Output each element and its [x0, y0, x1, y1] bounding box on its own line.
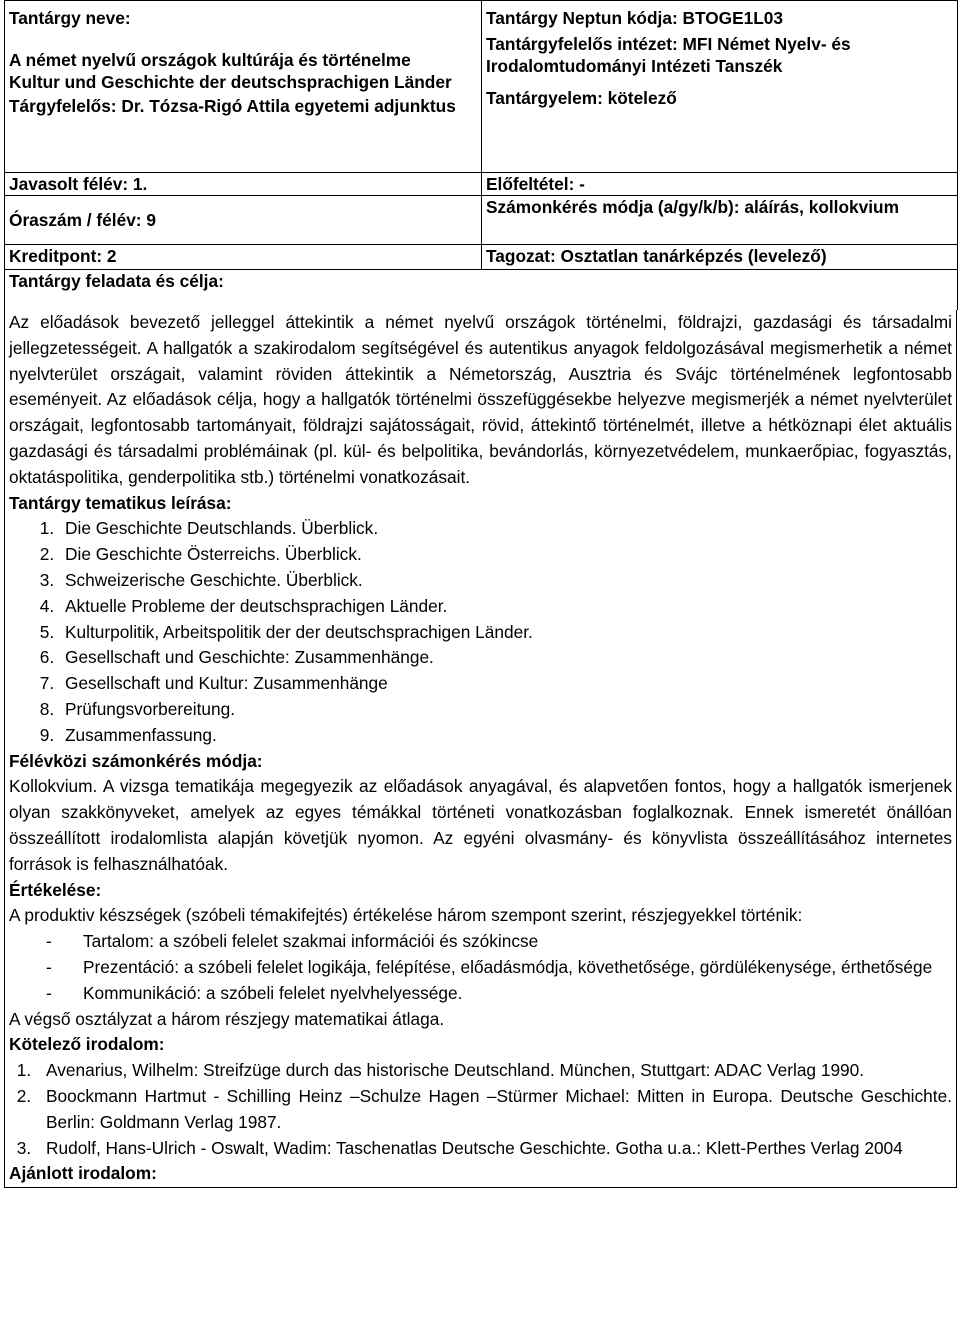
prerequisite: Előfeltétel: -	[486, 174, 585, 194]
topic-item: 3. Schweizerische Geschichte. Überblick.	[59, 568, 952, 594]
topic-item: 8. Prüfungsvorbereitung.	[59, 697, 952, 723]
evaluation-final: A végső osztályzat a három részjegy matematikai átlaga.	[9, 1008, 445, 1029]
responsible-person: Tárgyfelelős: Dr. Tózsa-Rigó Attila egyetemi adjunktus	[9, 96, 456, 116]
program-type: Tagozat: Osztatlan tanárképzés (levelező)	[486, 246, 827, 266]
semester-cell	[5, 173, 482, 196]
required-literature-list	[9, 1058, 952, 1161]
midterm-label: Félévközi számonkérés módja:	[9, 750, 263, 771]
goal-text: Az előadások bevezető jelleggel áttekintik a német nyelvű országok történelmi, földrajzi, gazdasági és társadalmi jellegzetességeit. A hallgatók a szakirodalom segítségével és autentikus anyagok feldolgozásával megismerhetik a német nyelvterület országait, valamint röviden áttekintik a Németország, Ausztria és Svájc történelmének legfontosabb eseményeit. Az előadások célja, hogy a hallgatók történelmi összefüggésekbe helyezve megismerjék a német nyelvterület országait, legfontosabb tartományait, földrajzi sajátosságait, rövid, áttekintő történelmét, illetve a hétköznapi élet aktuális gazdasági és társadalmi problémáinak (pl. kül- és belpolitika, bevándorlás, környezetvédelem, munkaerőpiac, fogyasztás, oktatáspolitika, genderpolitika stb.) történelmi vonatkozásait.	[9, 312, 952, 487]
required-literature-label: Kötelező irodalom:	[9, 1034, 165, 1055]
subject-name-label: Tantárgy neve:	[9, 8, 131, 28]
evaluation-intro: A produktiv készségek (szóbeli témakifejtés) értékelése három szempont szerint, részjegyekkel történik:	[9, 905, 803, 926]
hours-per-semester: Óraszám / félév: 9	[9, 210, 156, 230]
topics-list	[9, 516, 952, 748]
recommended-semester: Javasolt félév: 1.	[9, 174, 148, 194]
neptun-code: Tantárgy Neptun kódja: BTOGE1L03	[486, 8, 784, 28]
evaluation-label: Értékelése:	[9, 879, 102, 900]
literature-item: 2. Boockmann Hartmut - Schilling Heinz –Schulze Hagen –Stürmer Michael: Mitten in Europa. Deutsche Geschichte. Berlin: Goldmann Verlag 1987.	[36, 1084, 952, 1136]
midterm-text: Kollokvium. A vizsga tematikája megegyezik az előadások anyagával, és alapvetően fontos, hogy a hallgatók ismerjenek olyan szakkönyveket, amelyek az egyes témákkal történeti vonatkozásban foglalkoznak. Ennek ismeretét önállóan összeállított irodalomlista alapján követjük nyomon. Az egyéni olvasmány- és könyvlista összeállításához internetes források is felhasználhatóak.	[9, 776, 952, 874]
topic-item: 1. Die Geschichte Deutschlands. Überblick.	[59, 516, 952, 542]
topic-item: 2. Die Geschichte Österreichs. Überblick.	[59, 542, 952, 568]
evaluation-list	[9, 929, 952, 1006]
credits-cell	[5, 245, 482, 270]
course-body	[4, 310, 957, 1188]
topic-item: 9. Zusammenfassung.	[59, 723, 952, 749]
course-header-table	[4, 0, 958, 310]
evaluation-criterion: - Kommunikáció: a szóbeli felelet nyelvhelyessége.	[46, 981, 952, 1007]
evaluation-criterion: - Tartalom: a szóbeli felelet szakmai információi és szókincse	[46, 929, 952, 955]
recommended-literature-label: Ajánlott irodalom:	[9, 1163, 157, 1184]
goal-label: Tantárgy feladata és célja:	[9, 271, 224, 291]
topic-item: 4. Aktuelle Probleme der deutschsprachigen Länder.	[59, 594, 952, 620]
subject-name-cell	[5, 1, 482, 173]
assessment-method: Számonkérés módja (a/gy/k/b): aláírás, kollokvium	[486, 197, 899, 217]
goal-label-cell	[5, 270, 958, 311]
credit-points: Kreditpont: 2	[9, 246, 117, 266]
hours-cell	[5, 196, 482, 245]
subject-info-cell	[482, 1, 958, 173]
subject-element: Tantárgyelem: kötelező	[486, 88, 677, 108]
topic-item: 5. Kulturpolitik, Arbeitspolitik der der deutschsprachigen Länder.	[59, 620, 952, 646]
topics-label: Tantárgy tematikus leírása:	[9, 492, 232, 513]
responsible-institute: Tantárgyfelelős intézet: MFI Német Nyelv- és Irodalomtudományi Intézeti Tanszék	[486, 34, 851, 76]
literature-item: 1. Avenarius, Wilhelm: Streifzüge durch das historische Deutschland. München, Stuttgart: ADAC Verlag 1990.	[36, 1058, 952, 1084]
prerequisite-cell	[482, 173, 958, 196]
subject-name-de: Kultur und Geschichte der deutschsprachigen Länder	[9, 72, 452, 92]
evaluation-criterion: - Prezentáció: a szóbeli felelet logikája, felépítése, előadásmódja, követhetősége, gördülékenysége, érthetősége	[46, 955, 952, 981]
assessment-cell	[482, 196, 958, 245]
literature-item: 3. Rudolf, Hans-Ulrich - Oswalt, Wadim: Taschenatlas Deutsche Geschichte. Gotha u.a.: Klett-Perthes Verlag 2004	[36, 1136, 952, 1162]
topic-item: 7. Gesellschaft und Kultur: Zusammenhänge	[59, 671, 952, 697]
topic-item: 6. Gesellschaft und Geschichte: Zusammenhänge.	[59, 645, 952, 671]
program-cell	[482, 245, 958, 270]
subject-name-hu: A német nyelvű országok kultúrája és történelme	[9, 50, 411, 70]
